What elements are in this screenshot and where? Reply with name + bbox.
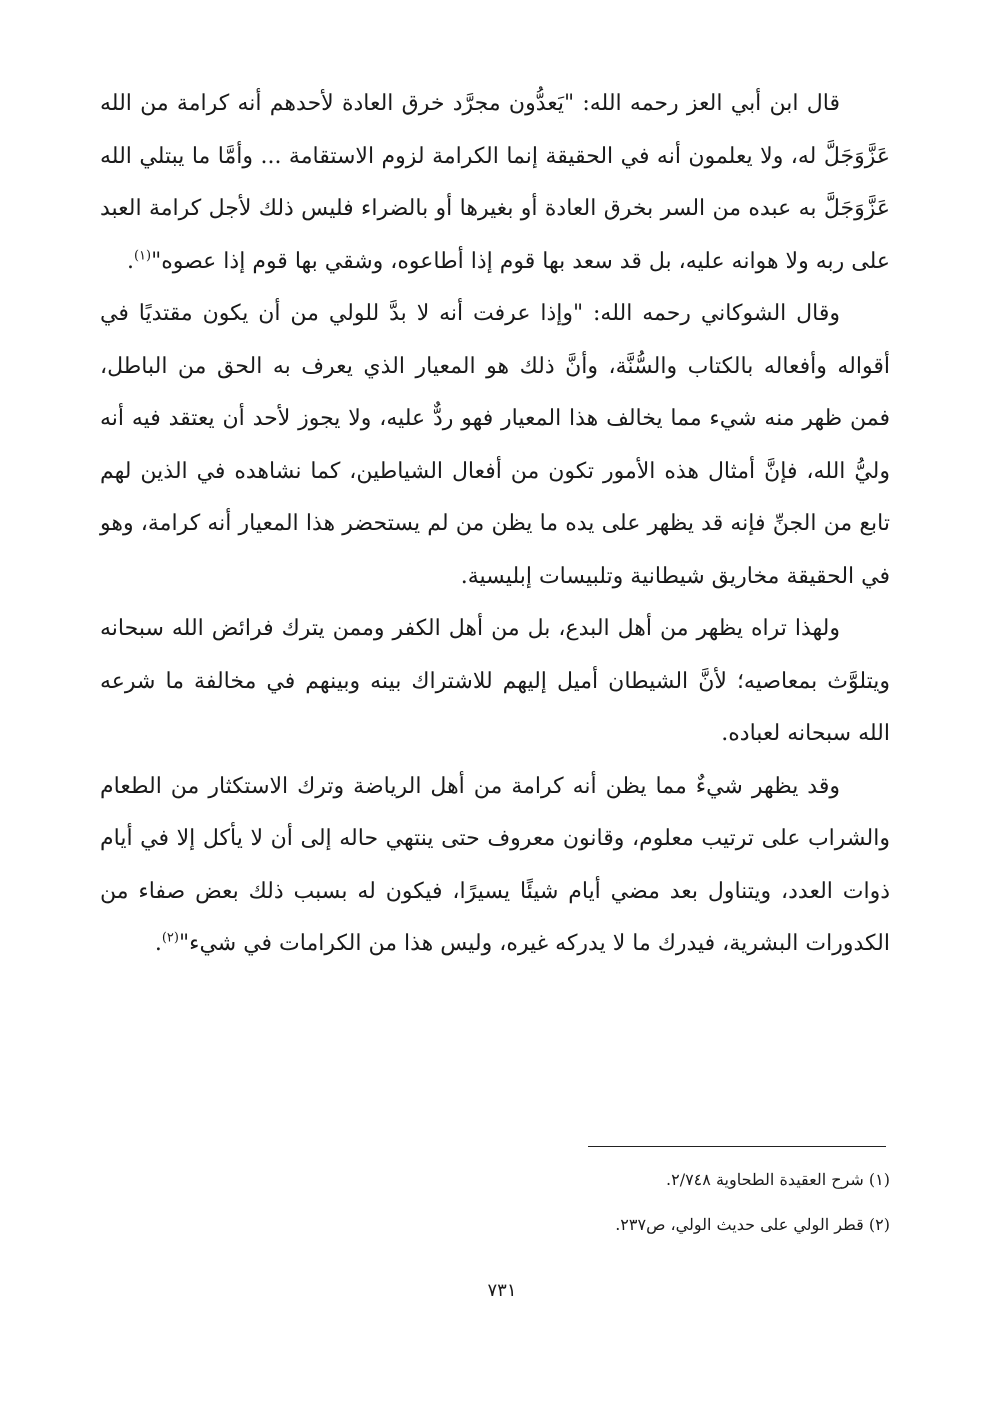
footnotes [100, 1157, 890, 1247]
footnote-ref[interactable]: (١) [133, 248, 152, 264]
footnote-2: (٢) قطر الولي على حديث الولي، ص٢٣٧. [615, 1215, 890, 1234]
sentence-end: . [126, 248, 134, 274]
sentence-end: . [154, 931, 162, 956]
paragraph-text: وقد يظهر شيءٌ مما يظن أنه كرامة من أهل الرياضة وترك الاستكثار من الطعام والشراب على ترتيب معلوم، وقانون معروف حتى ينتهي حاله إلى أن لا يأكل إلا في أيام ذوات العدد، ويتناول بعد مضي أيام شيئًا يسيرًا، فيكون له بسبب ذلك بعض صفاء من الكدورات البشرية، فيدرك ما لا يدركه غيره، وليس هذا من الكرامات في شيء" [100, 773, 890, 956]
paragraph-innovators: ولهذا تراه يظهر من أهل البدع، بل من أهل الكفر وممن يترك فرائض الله سبحانه ويتلوَّث بمعاصيه؛ لأنَّ الشيطان أميل إليهم للاشتراك بينه وبينهم في مخالفة ما شرعه الله سبحانه لعباده. [100, 616, 890, 746]
paragraph-text: قال ابن أبي العز رحمه الله: "يَعدُّون مجرَّد خرق العادة لأحدهم أنه كرامة من الله عَزَّوَجَلَّ له، ولا يعلمون أنه في الحقيقة إنما الكرامة لزوم الاستقامة ... وأمَّا ما يبتلي الله عَزَّوَجَلَّ به عبده من السر بخرق العادة أو بغيرها أو بالضراء فليس ذلك لأجل كرامة العبد على ربه ولا هوانه عليه، بل قد سعد بها قوم إذا أطاعوه، وشقي بها قوم إذا عصوه" [100, 91, 890, 274]
paragraph-ascetics [100, 761, 890, 971]
footnote-separator [588, 1146, 886, 1147]
paragraph-shawkani: وقال الشوكاني رحمه الله: "وإذا عرفت أنه لا بدَّ للولي من أن يكون مقتديًا في أقواله وأفعاله بالكتاب والسُّنَّة، وأنَّ ذلك هو المعيار الذي يعرف به الحق من الباطل، فمن ظهر منه شيء مما يخالف هذا المعيار فهو ردٌّ عليه، ولا يجوز لأحد أن يعتقد فيه أنه وليُّ الله، فإنَّ أمثال هذه الأمور تكون من أفعال الشياطين، كما نشاهده في الذين لهم تابع من الجنِّ فإنه قد يظهر على يده ما يظن من لم يستحضر هذا المعيار أنه كرامة، وهو في الحقيقة مخاريق شيطانية وتلبيسات إبليسية. [100, 301, 890, 589]
paragraph-ibn-abi-al-izz [100, 78, 890, 288]
footnote-ref[interactable]: (٢) [161, 930, 179, 946]
page-number: ٧٣١ [487, 1280, 517, 1301]
page-body [100, 78, 890, 971]
footnote-1: (١) شرح العقيدة الطحاوية ٢/٧٤٨. [666, 1170, 890, 1189]
